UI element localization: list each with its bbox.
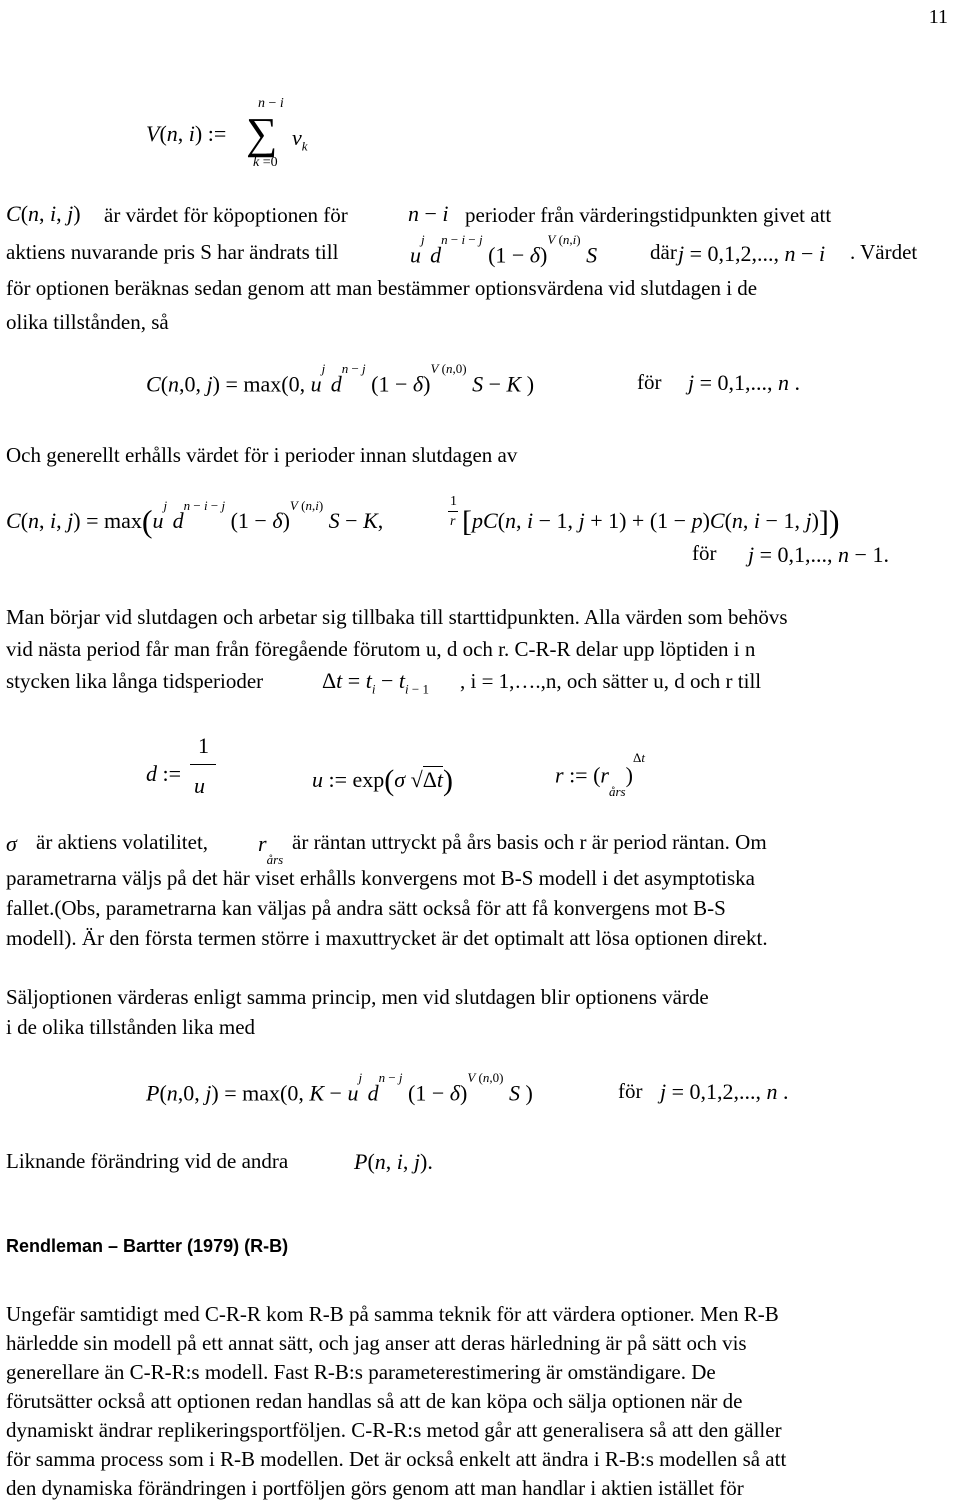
rb-line: förutsätter också att optionen redan handlas så att de kan köpa och sälja optionen när de [6, 1389, 743, 1413]
text-p3: för optionen beräknas sedan genom att man bestämmer optionsvärdena vid slutdagen i de [6, 276, 758, 300]
text-for-1: för [637, 370, 662, 394]
section-heading: Rendleman – Bartter (1979) (R-B) [6, 1236, 289, 1256]
text-p1b: perioder från värderingstidpunkten givet att [465, 203, 832, 227]
text-p14: i de olika tillstånden lika med [6, 1015, 256, 1039]
paragraph-general: Och generellt erhålls värdet för i perioder innan slutdagen av [6, 443, 518, 467]
rb-line: generellare än C-R-R:s modell. Fast R-B:s parameterestimering är omständigare. De [6, 1360, 716, 1384]
text-p2b: där [650, 240, 677, 264]
text-p4: olika tillstånden, så [6, 310, 169, 334]
text-p9a: är aktiens volatilitet, [36, 830, 209, 854]
text-p2c: . Värdet [850, 240, 918, 264]
rb-line: för samma process som i R-B modellen. Det är också enkelt att ändra i R-B:s modellen så att [6, 1447, 787, 1471]
rb-line: Ungefär samtidigt med C-R-R kom R-B på samma teknik för att värdera optioner. Men R-B [6, 1302, 779, 1326]
text-p7: vid nästa period får man från föregående förutom u, d och r. C-R-R delar upp löptiden i n [6, 637, 756, 661]
text-p15: Liknande förändring vid de andra [6, 1149, 289, 1173]
page-number: 11 [928, 6, 948, 28]
text-p6: Man börjar vid slutdagen och arbetar sig tillbaka till starttidpunkten. Alla värden som behövs [6, 605, 788, 629]
text-for-2: för [692, 541, 717, 565]
text-for-3: för [618, 1079, 643, 1103]
rb-line: härledde sin modell på ett annat sätt, och jag anser att deras härledning är på sätt och vis [6, 1331, 747, 1355]
text-p8b: , i = 1,….,n, och sätter u, d och r till [460, 669, 762, 693]
text-p2a: aktiens nuvarande pris S har ändrats till [6, 240, 339, 264]
text-p12: modell). Är den första termen större i maxuttrycket är det optimalt att lösa optionen direkt. [6, 926, 768, 950]
text-p10: parametrarna väljs på det här viset erhålls konvergens mot B-S modell i det asymptotiska [6, 866, 756, 890]
text-p13: Säljoptionen värderas enligt samma princip, men vid slutdagen blir optionens värde [6, 985, 709, 1009]
rb-line: dynamiskt ändrar replikeringsportföljen. C-R-R:s metod går att generalisera så att den gäller [6, 1418, 782, 1442]
text-p8a: stycken lika långa tidsperioder [6, 669, 264, 693]
rb-line: den dynamiska förändringen i portföljen görs genom att man handlar i aktien istället för [6, 1476, 744, 1500]
text-p9b: är räntan uttryckt på års basis och r är period räntan. Om [292, 830, 767, 854]
text-p11: fallet.(Obs, parametrarna kan väljas på andra sätt också för att få konvergens mot B-S [6, 896, 726, 920]
text-p1: är värdet för köpoptionen för [104, 203, 348, 227]
